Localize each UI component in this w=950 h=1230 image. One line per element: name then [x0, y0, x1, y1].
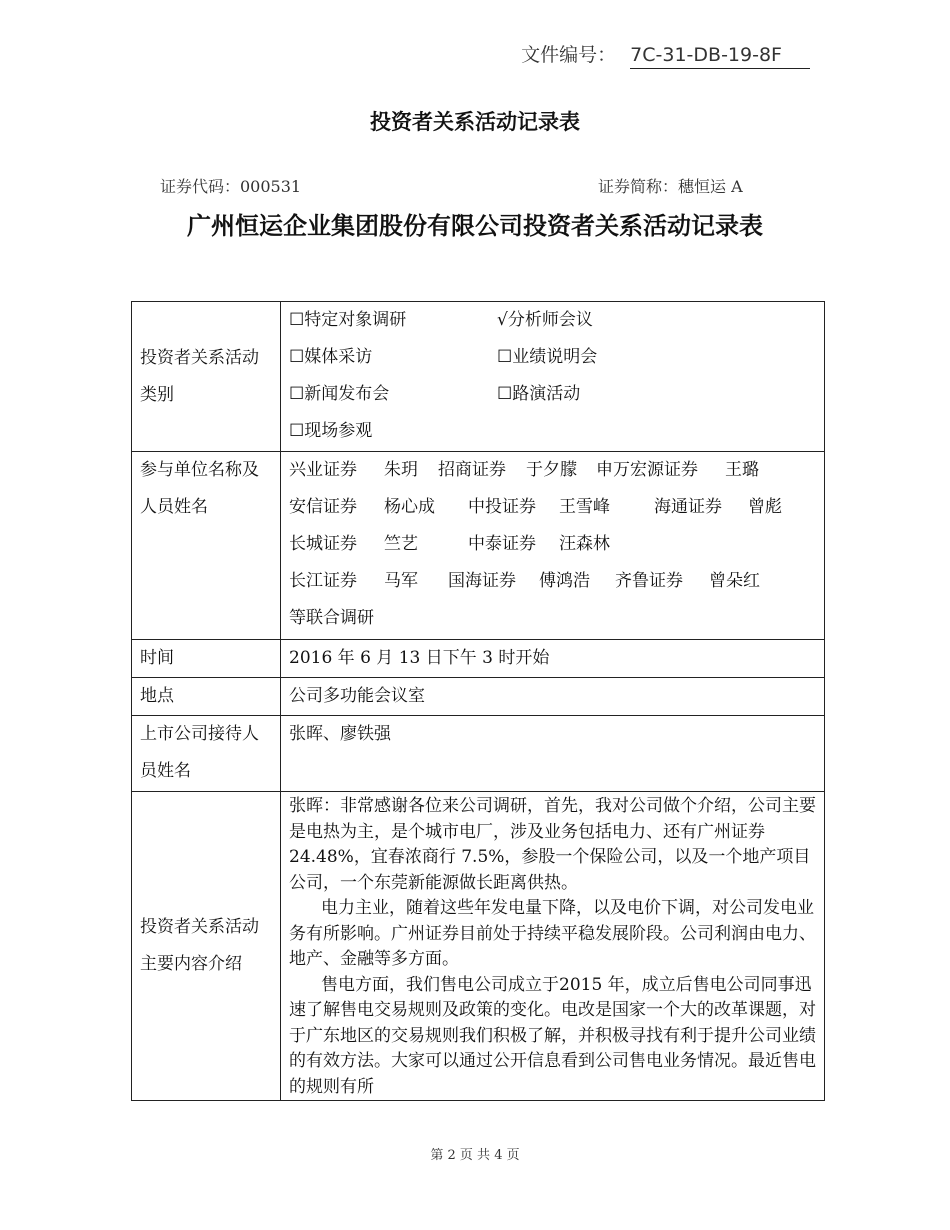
participant-name: 王雪峰	[559, 497, 610, 517]
participant-firm: 安信证券	[289, 497, 357, 517]
option-media-interview[interactable]: ☐媒体采访	[289, 347, 373, 367]
content-paragraph: 售电方面，我们售电公司成立于2015 年，成立后售电公司同事迅速了解售电交易规则及政策的变化。电改是国家一个大的改革课题，对于广东地区的交易规则我们积极了解，并积极寻找有利于提升公司业绩的有效方法。大家可以通过公开信息看到公司售电业务情况。最近售电的规则有所	[289, 974, 816, 1097]
content-paragraph: 张晖：非常感谢各位来公司调研，首先，我对公司做个介绍，公司主要是电热为主，是个城市电厂，涉及业务包括电力、还有广州证券 24.48%，宜春浓商行 7.5%，参股一个保险公司，以及一个地产项目公司，一个东莞新能源做长距离供热。	[289, 796, 816, 893]
participant-firm: 中泰证券	[468, 534, 536, 554]
label-line: 投资者关系活动	[140, 917, 259, 937]
participant-firm: 齐鲁证券	[615, 571, 683, 591]
label-line: 上市公司接待人	[140, 724, 259, 744]
participant-firm: 招商证券	[438, 460, 506, 480]
option-row	[289, 413, 816, 450]
row-participants	[132, 452, 825, 640]
participant-firm: 兴业证券	[289, 460, 357, 480]
option-row	[289, 339, 816, 376]
participant-note: 等联合调研	[289, 608, 374, 628]
label-line: 员姓名	[140, 761, 191, 781]
label-participants	[132, 452, 281, 640]
row-activity-category	[132, 302, 825, 452]
label-activity-category	[132, 302, 281, 452]
participant-name: 竺艺	[384, 534, 418, 554]
participant-row	[289, 526, 816, 563]
label-line: 主要内容介绍	[140, 954, 242, 974]
label-time: 时间	[132, 640, 281, 678]
document-number-label: 文件编号：	[521, 44, 617, 66]
participant-name: 杨心成	[384, 497, 435, 517]
label-content	[132, 792, 281, 1101]
label-line: 参与单位名称及	[140, 460, 259, 480]
document-number-value: 7C-31-DB-19-8F	[630, 44, 810, 69]
label-line: 人员姓名	[140, 497, 208, 517]
participant-firm: 中投证券	[468, 497, 536, 517]
value-activity-category	[281, 302, 825, 452]
record-table	[131, 301, 825, 1101]
participant-name: 于夕朦	[526, 460, 577, 480]
participant-row	[289, 489, 816, 526]
document-number	[521, 40, 810, 69]
label-receptionists	[132, 716, 281, 792]
security-abbreviation: 证券简称：穗恒运 A	[598, 177, 743, 196]
participant-name: 汪森林	[559, 534, 610, 554]
page-footer: 第 2 页 共 4 页	[430, 1148, 520, 1163]
participant-name: 曾彪	[748, 497, 782, 517]
value-participants	[281, 452, 825, 640]
value-place: 公司多功能会议室	[281, 678, 825, 716]
participant-firm: 海通证券	[654, 497, 722, 517]
participant-name: 王璐	[725, 460, 759, 480]
participant-firm: 长江证券	[289, 571, 357, 591]
row-place	[132, 678, 825, 716]
option-earnings-briefing[interactable]: ☐业绩说明会	[497, 347, 598, 367]
participant-name: 马军	[384, 571, 418, 591]
participant-row	[289, 600, 816, 637]
option-row	[289, 302, 816, 339]
option-analyst-meeting[interactable]: √分析师会议	[497, 310, 593, 330]
participant-firm: 国海证券	[448, 571, 516, 591]
label-line: 类别	[140, 384, 174, 405]
security-code: 证券代码：000531	[160, 177, 302, 196]
option-row	[289, 376, 816, 413]
participant-name: 曾朵红	[709, 571, 760, 591]
label-line: 投资者关系活动	[140, 347, 259, 368]
value-receptionists: 张晖、廖铁强	[281, 716, 825, 792]
row-content	[132, 792, 825, 1101]
option-site-visit[interactable]: ☐现场参观	[289, 421, 373, 441]
row-time	[132, 640, 825, 678]
label-place: 地点	[132, 678, 281, 716]
participant-firm: 长城证券	[289, 534, 357, 554]
content-paragraph: 电力主业，随着这些年发电量下降，以及电价下调，对公司发电业务有所影响。广州证券目前处于持续平稳发展阶段。公司利润由电力、地产、金融等多方面。	[289, 898, 816, 969]
row-receptionists	[132, 716, 825, 792]
value-time: 2016 年 6 月 13 日下午 3 时开始	[281, 640, 825, 678]
participant-row	[289, 563, 816, 600]
participant-row	[289, 452, 816, 489]
participant-firm: 申万宏源证券	[596, 460, 698, 480]
value-content	[281, 792, 825, 1101]
option-press-conference[interactable]: ☐新闻发布会	[289, 384, 390, 404]
main-title: 广州恒运企业集团股份有限公司投资者关系活动记录表	[187, 211, 763, 240]
participant-name: 朱玥	[384, 460, 418, 480]
option-specific-research[interactable]: ☐特定对象调研	[289, 310, 407, 330]
form-title: 投资者关系活动记录表	[370, 109, 580, 134]
option-roadshow[interactable]: ☐路演活动	[497, 384, 581, 404]
participant-name: 傅鸿浩	[539, 571, 590, 591]
